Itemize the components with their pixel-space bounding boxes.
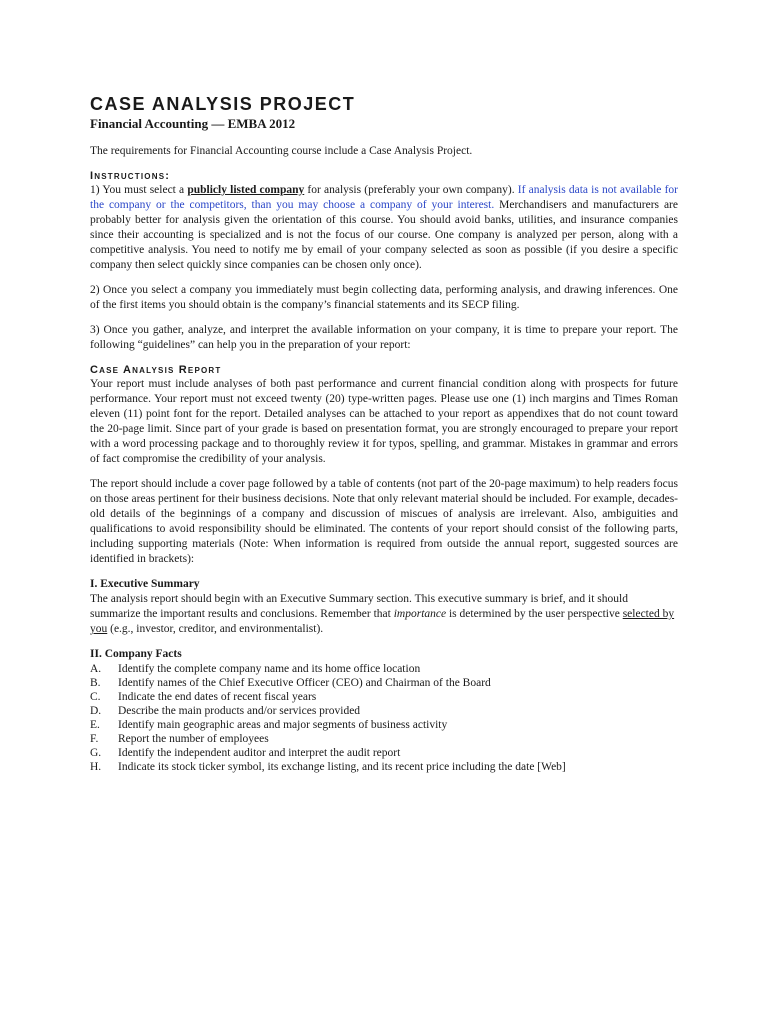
- page-title: CASE ANALYSIS PROJECT: [90, 94, 356, 114]
- intro-paragraph: The requirements for Financial Accounting course include a Case Analysis Project.: [90, 145, 473, 157]
- list-item: B. Identify names of the Chief Executive Officer (CEO) and Chairman of the Board: [90, 677, 491, 689]
- instructions-paragraph-3: 3) Once you gather, analyze, and interpret the available information on your company, it is time to prepare your report. The following “guidelines” can help you in the preparation of your report:: [90, 324, 678, 351]
- instructions-paragraph-2: 2) Once you select a company you immediately must begin collecting data, performing analysis, and drawing inferences. One of the first items you should obtain is the company’s financial statements and its SECP filing.: [90, 284, 678, 311]
- publicly-listed-emphasis: publicly listed company: [187, 184, 305, 196]
- document-page: [90, 94, 678, 774]
- report-paragraph-2: The report should include a cover page followed by a table of contents (not part of the 20-page maximum) to help readers focus on those areas pertinent for their business decisions. Note that only relevant material should be included. For example, decades-old details of the beginnings of a company and discussion of miscues of analysis are irrelevant. Also, ambiguities and qualifications to avoid responsibility should be eliminated. The contents of your report should consist of the following parts, including supporting materials (Note: When information is required from outside the annual report, suggested sources are identified in brackets):: [90, 478, 678, 565]
- instructions-heading: Instructions:: [90, 170, 171, 182]
- list-item: G. Identify the independent auditor and interpret the audit report: [90, 747, 401, 759]
- list-item: E. Identify main geographic areas and major segments of business activity: [90, 719, 448, 731]
- report-paragraph-1: Your report must include analyses of both past performance and current financial condition along with prospects for future performance. Your report must not exceed twenty (20) type-written pages. Please use one (1) inch margins and Times Roman eleven (11) point font for the report. Detailed analyses can be attached to your report as appendixes that do not count toward the 20-page limit. Since part of your grade is based on presentation format, you are strongly encouraged to prepare your report with a word processing package and to thoroughly review it for typos, spelling, and grammar. Mistakes in grammar and errors of fact compromise the credibility of your analysis.: [90, 378, 678, 465]
- list-item: C. Indicate the end dates of recent fiscal years: [90, 691, 317, 703]
- instructions-paragraph-1: 1) You must select a publicly listed company for analysis (preferably your own company). If analysis data is not available for the company or the competitors, than you may choose a company of your interest. Merchandisers and manufacturers are probably better for analysis given the orientation of this course. You should avoid banks, utilities, and insurance companies since their accounting is specialized and is not the focus of our course. One company is analyzed per person, along with a competitive analysis. You need to notify me by email of your company selected as soon as possible (if you desire a specific company then select quickly since companies can be chosen only once).: [90, 184, 678, 271]
- page-subtitle: Financial Accounting — EMBA 2012: [90, 116, 296, 131]
- list-item: F. Report the number of employees: [90, 733, 269, 745]
- executive-summary-heading: I. Executive Summary: [90, 578, 200, 590]
- list-item: H. Indicate its stock ticker symbol, its exchange listing, and its recent price including the date [Web]: [90, 761, 566, 773]
- report-heading: Case Analysis Report: [90, 364, 222, 376]
- highlighted-note: If analysis data is not available for the company or the competitors, than you may choose a company of your interest.: [90, 184, 678, 211]
- company-facts-heading: II. Company Facts: [90, 648, 182, 660]
- list-item: A. Identify the complete company name and its home office location: [90, 663, 421, 675]
- list-item: D. Describe the main products and/or services provided: [90, 705, 361, 717]
- company-facts-list: [90, 662, 678, 774]
- executive-summary-text: The analysis report should begin with an Executive Summary section. This executive summary is brief, and it should summarize the important results and conclusions. Remember that importance is determined by the user perspective selected by you (e.g., investor, creditor, and environmentalist).: [90, 593, 675, 635]
